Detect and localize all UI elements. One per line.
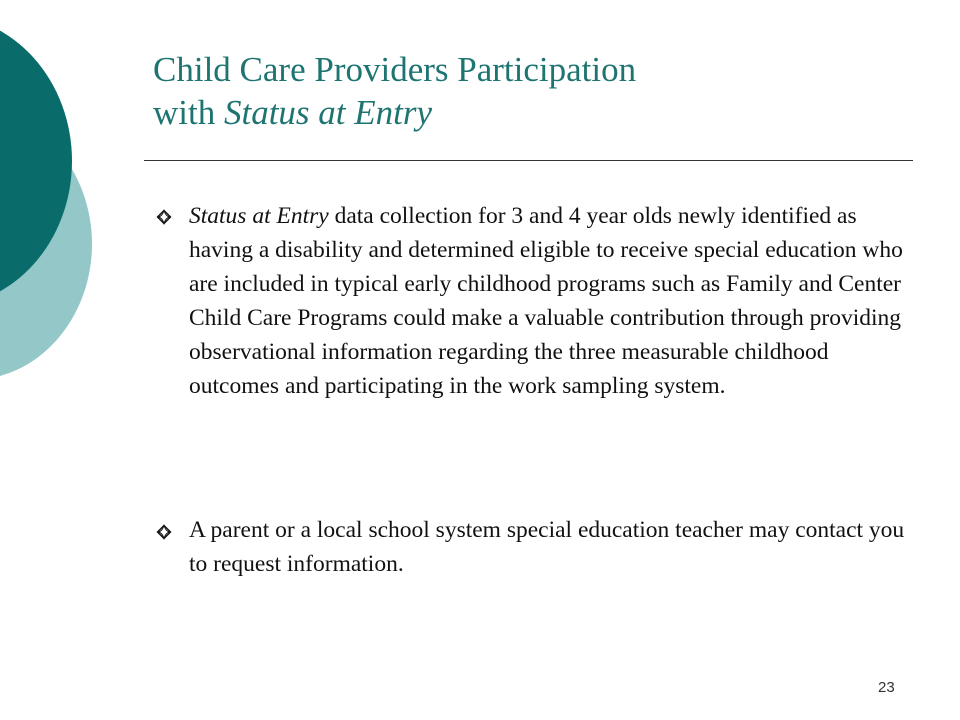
page-number: 23 [878,679,895,696]
slide-title [153,48,913,134]
bullet-italic-lead: Status at Entry [189,203,329,229]
bullet-body: data collection for 3 and 4 year olds newly identified as having a disability and determined eligible to receive special education who are included in typical early childhood programs such as Family and Center Child Care Programs could make a valuable contribution through providing observational information regarding the three measurable childhood outcomes and participating in the work sampling system. [189,203,903,399]
title-line-1: Child Care Providers Participation [153,50,637,89]
hollow-diamond-bullet-icon [156,209,172,225]
title-line-2 [153,91,913,134]
title-line-2-prefix: with [153,93,224,132]
title-italic-term: Status at Entry [223,93,433,132]
bullet-body: A parent or a local school system special education teacher may contact you to request information. [189,517,905,577]
title-divider [144,160,913,161]
bullet-text [189,199,909,403]
hollow-diamond-bullet-icon [156,524,172,540]
bullet-text [189,513,909,581]
